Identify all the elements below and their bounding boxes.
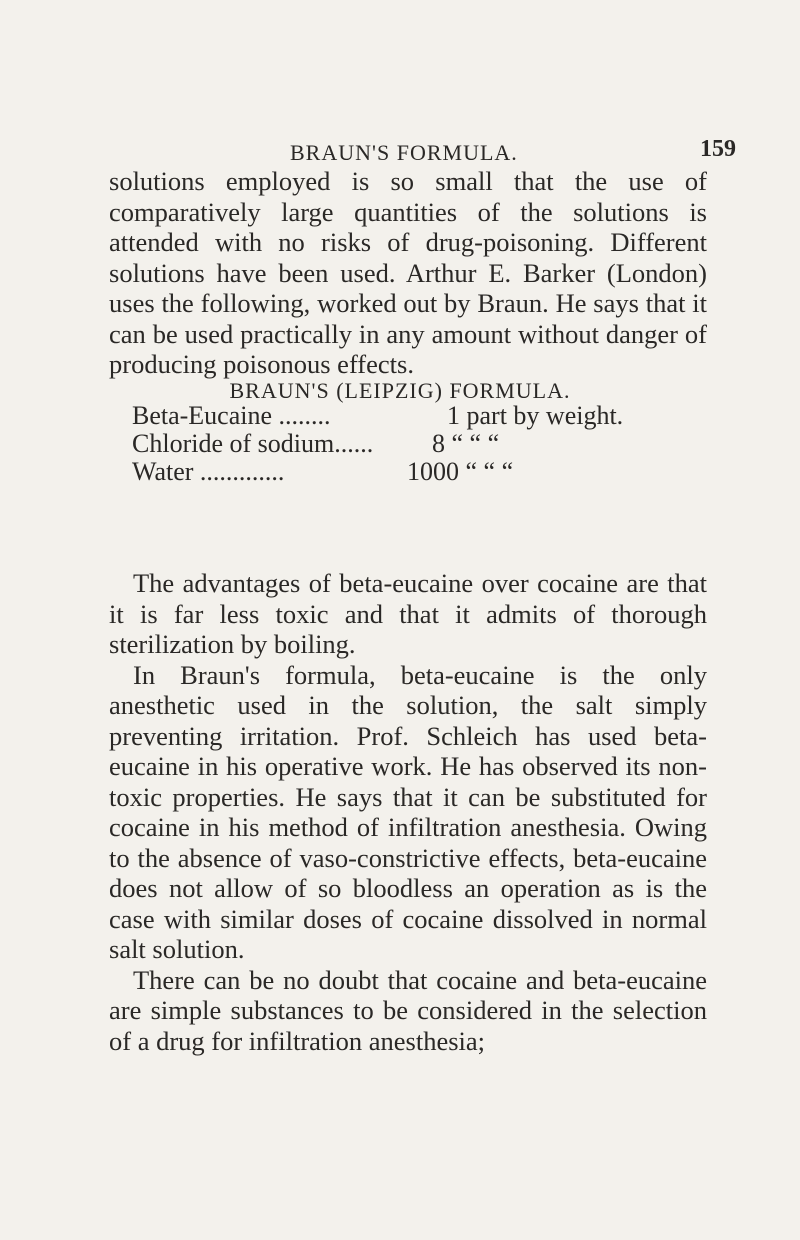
paragraph-2: The advantages of beta-eucaine over cocaine are that it is far less toxic and that it admits of thorough sterilization by boiling.: [109, 568, 707, 659]
ingredient-name: Chloride of sodium......: [132, 429, 374, 458]
ingredient-amount: 1 part by weight.: [447, 401, 624, 430]
formula-row: [132, 458, 692, 486]
ingredient-name: Water .............: [132, 457, 285, 486]
formula-heading: BRAUN'S (LEIPZIG) FORMULA.: [229, 378, 571, 403]
ingredient-amount: 8 “ “ “: [432, 429, 500, 458]
formula-row: [132, 402, 692, 430]
running-head: BRAUN'S FORMULA.: [290, 140, 518, 165]
main-text-block: [109, 568, 707, 1056]
page-number: 159: [700, 136, 736, 162]
paragraph-3: In Braun's formula, beta-eucaine is the only anesthetic used in the solution, the salt simply preventing irritation. Prof. Schleich has used beta-eucaine in his operative work. He has observed its non-toxic properties. He says that it can be substituted for cocaine in his method of infiltration anesthesia. Owing to the absence of vaso-constrictive effects, beta-eucaine does not allow of so bloodless an operation as is the case with similar doses of cocaine dissolved in normal salt solution.: [109, 659, 707, 964]
ingredient-amount: 1000 “ “ “: [407, 457, 514, 486]
formula-table: [132, 402, 692, 486]
paragraph-4: There can be no doubt that cocaine and beta-eucaine are simple substances to be considered in the selection of a drug for infiltration anesthesia;: [109, 964, 707, 1056]
formula-row: [132, 430, 692, 458]
paragraph-1: solutions employed is so small that the use of comparatively large quantities of the solutions is attended with no risks of drug-poisoning. Different solutions have been used. Arthur E. Barker (London) uses the following, worked out by Braun. He says that it can be used practically in any amount without danger of producing poisonous effects.: [109, 166, 707, 379]
ingredient-name: Beta-Eucaine ........: [132, 401, 331, 430]
